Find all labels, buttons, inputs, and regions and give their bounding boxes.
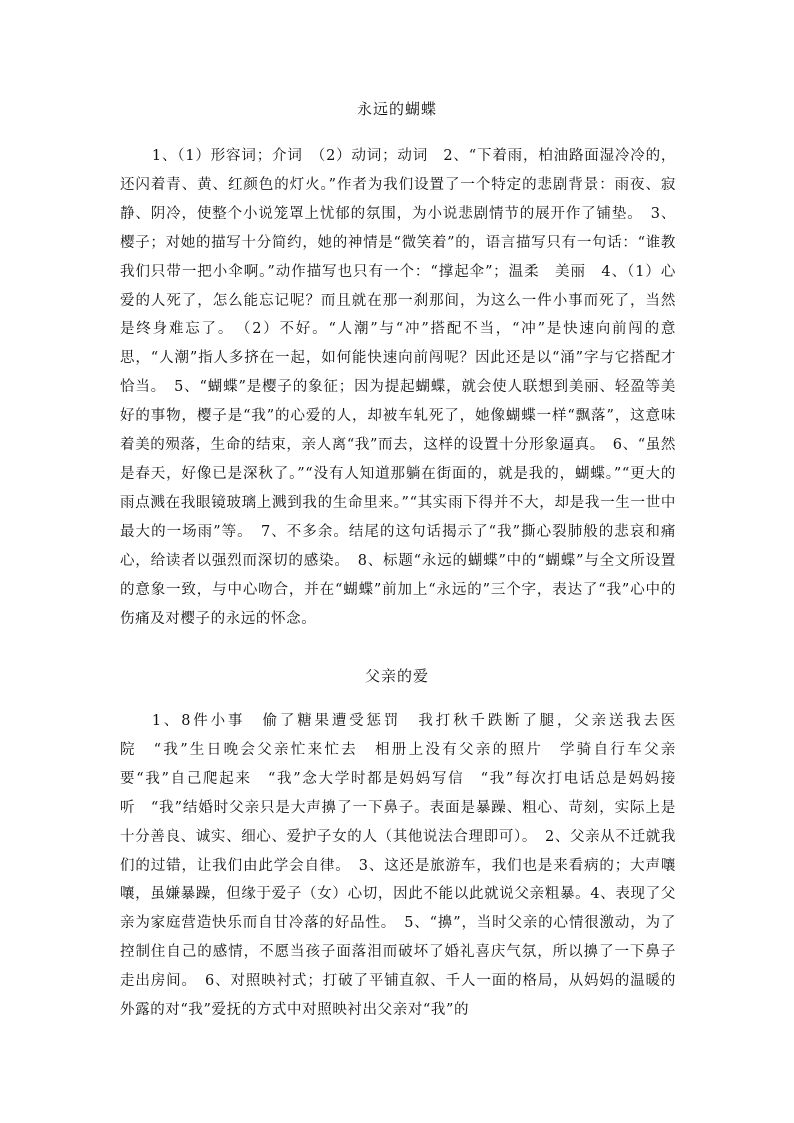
answer-paragraph-fathers-love: 1、8件小事 偷了糖果遭受惩罚 我打秋千跌断了腿，父亲送我去医院 “我”生日晚会父亲忙来忙去 相册上没有父亲的照片 学骑自行车父亲要“我”自己爬起来 “我”念大学时都是妈妈写信 “我”每次打电话总是妈妈接听 “我”结婚时父亲只是大声擤了一下鼻子。表面是暴躁、粗心、苛刻，实际上是十分善良、诚实、细心、爱护子女的人（其他说法合理即可）。 2、父亲从不迁就我们的过错，让我们由此学会自律。 3、这还是旅游车，我们也是来看病的；大声嚷嚷，虽嫌暴躁，但缘于爱子（女）心切，因此不能以此就说父亲粗暴。4、表现了父亲为家庭营造快乐而自甘冷落的好品性。 5、“擤”，当时父亲的心情很激动，为了控制住自己的感情，不愿当孩子面落泪而破坏了婚礼喜庆气氛，所以擤了一下鼻子走出房间。 6、对照映衬式；打破了平铺直叙、千人一面的格局，从妈妈的温暖的外露的对“我”爱抚的方式中对照映衬出父亲对“我”的	[120, 713, 676, 1019]
section-title-fathers-love: 父亲的爱	[364, 667, 429, 685]
section-title-eternal-butterfly: 永远的蝴蝶	[356, 100, 437, 118]
answer-paragraph-eternal-butterfly: 1、（1）形容词；介词 （2）动词；动词 2、“下着雨，柏油路面湿冷冷的，还闪着青、黄、红颜色的灯火。”作者为我们设置了一个特定的悲剧背景：雨夜、寂静、阴冷，使整个小说笼罩上忧郁的氛围，为小说悲剧情节的展开作了铺垫。 3、樱子；对她的描写十分简约，她的神情是“微笑着”的，语言描写只有一句话：“谁教我们只带一把小伞啊。”动作描写也只有一个：“撑起伞”；温柔 美丽 4、（1）心爱的人死了，怎么能忘记呢？而且就在那一刹那间，为这么一件小事而死了，当然是终身难忘了。 （2）不好。“人潮”与“冲”搭配不当，“冲”是快速向前闯的意思，“人潮”指人多挤在一起，如何能快速向前闯呢？因此还是以“涌”字与它搭配才恰当。 5、“蝴蝶”是樱子的象征；因为提起蝴蝶，就会使人联想到美丽、轻盈等美好的事物，樱子是“我”的心爱的人，却被车轧死了，她像蝴蝶一样“飘落”，这意味着美的殒落，生命的结束，亲人离“我”而去，这样的设置十分形象逼真。 6、“虽然是春天，好像已是深秋了。”“没有人知道那躺在街面的，就是我的，蝴蝶。”“更大的雨点溅在我眼镜玻璃上溅到我的生命里来。”“其实雨下得并不大，却是我一生一世中最大的一场雨”等。 7、不多余。结尾的这句话揭示了“我”撕心裂肺般的悲哀和痛心，给读者以强烈而深切的感染。 8、标题“永远的蝴蝶”中的“蝴蝶”与全文所设置的意象一致，与中心吻合，并在“蝴蝶”前加上“永远的”三个字，表达了“我”心中的伤痛及对樱子的永远的怀念。	[120, 148, 676, 627]
